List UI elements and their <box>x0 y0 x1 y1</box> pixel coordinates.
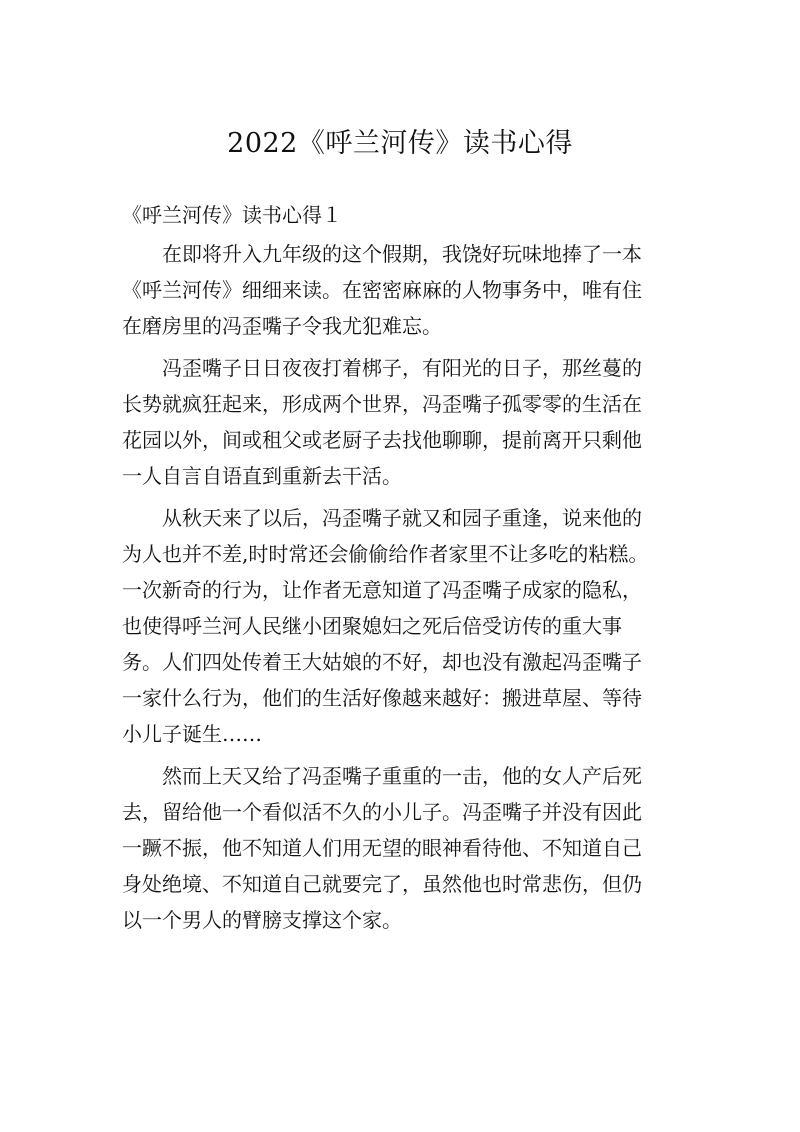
text-line: 一蹶不振，他不知道人们用无望的眼神看待他、不知道自己 <box>122 836 642 860</box>
text-line: 身处绝境、不知道自己就要完了，虽然他也时常悲伤，但仍 <box>122 872 642 896</box>
paragraph <box>122 758 682 938</box>
text-line: 以一个男人的臂膀支撑这个家。 <box>122 908 402 932</box>
text-line: 冯歪嘴子日日夜夜打着梆子，有阳光的日子，那丝蔓的 <box>162 356 642 380</box>
text-line: 从秋天来了以后，冯歪嘴子就又和园子重逢，说来他的 <box>162 506 642 530</box>
text-line: 长势就疯狂起来，形成两个世界，冯歪嘴子孤零零的生活在 <box>122 392 642 416</box>
text-line: 务。人们四处传着王大姑娘的不好，却也没有激起冯歪嘴子 <box>122 650 642 674</box>
body-text <box>122 236 682 944</box>
paragraph <box>122 500 682 752</box>
text-line: 在即将升入九年级的这个假期，我饶好玩味地捧了一本 <box>162 242 642 266</box>
text-line: 一次新奇的行为，让作者无意知道了冯歪嘴子成家的隐私， <box>122 578 642 602</box>
text-line: 小儿子诞生…… <box>122 722 262 746</box>
text-line: 然而上天又给了冯歪嘴子重重的一击，他的女人产后死 <box>162 764 642 788</box>
section-subtitle: 《呼兰河传》读书心得１ <box>122 203 342 227</box>
paragraph <box>122 350 682 494</box>
text-line: 一家什么行为，他们的生活好像越来越好：搬进草屋、等待 <box>122 686 642 710</box>
document-title: 2022《呼兰河传》读书心得 <box>227 128 573 159</box>
text-line: 去，留给他一个看似活不久的小儿子。冯歪嘴子并没有因此 <box>122 800 642 824</box>
text-line: 也使得呼兰河人民继小团聚媳妇之死后倍受访传的重大事 <box>122 614 622 638</box>
text-line: 《呼兰河传》细细来读。在密密麻麻的人物事务中，唯有住 <box>122 278 642 302</box>
text-line: 花园以外，间或租父或老厨子去找他聊聊，提前离开只剩他 <box>122 428 642 452</box>
text-line: 一人自言自语直到重新去干活。 <box>122 464 402 488</box>
paragraph <box>122 236 682 344</box>
text-line: 为人也并不差,时时常还会偷偷给作者家里不让多吃的粘糕。 <box>122 542 649 566</box>
text-line: 在磨房里的冯歪嘴子令我尤犯难忘。 <box>122 314 442 338</box>
